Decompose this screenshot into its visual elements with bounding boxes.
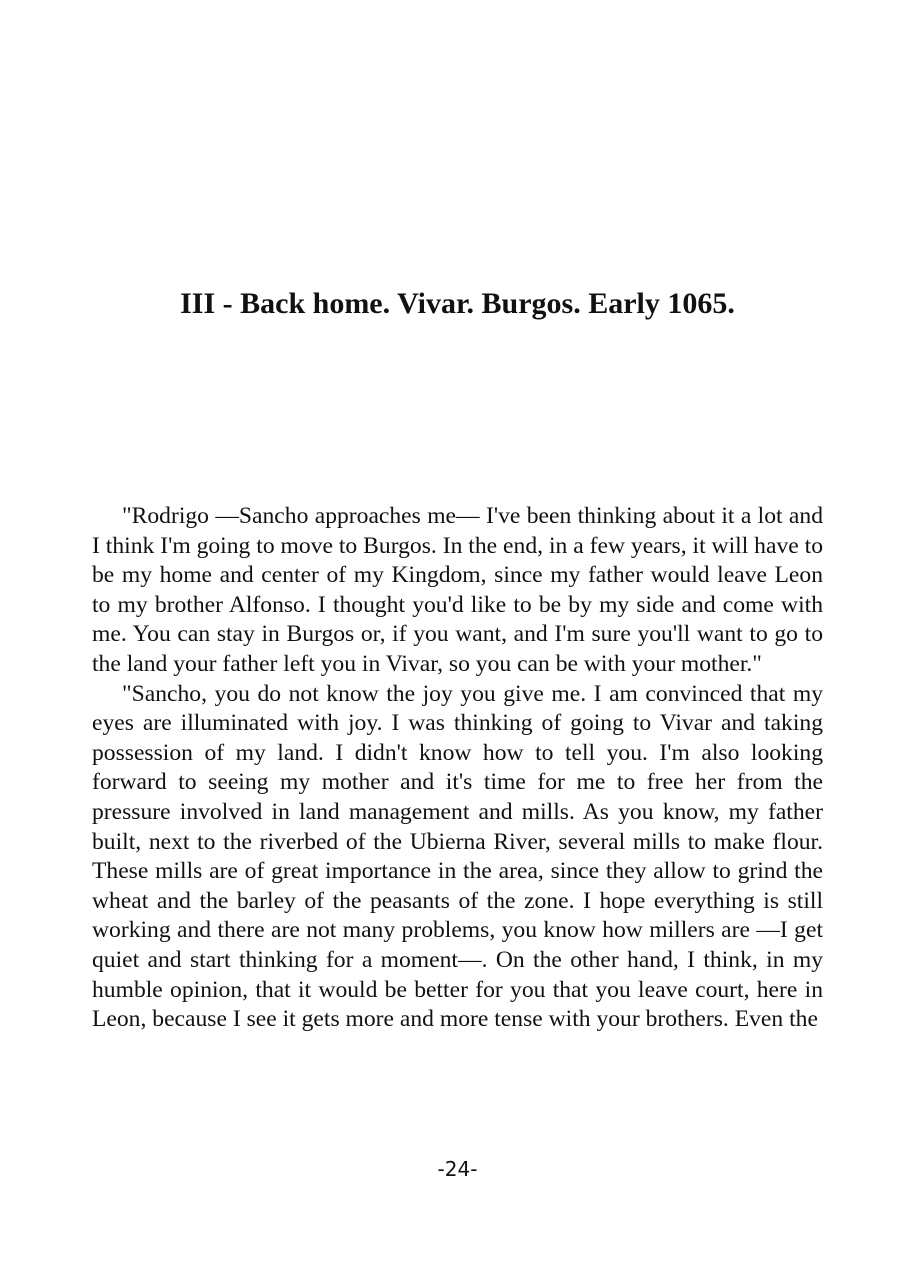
body-text: [92, 502, 823, 1035]
paragraph: "Rodrigo —Sancho approaches me— I've been thinking about it a lot and I think I'm going to move to Burgos. In the end, in a few years, it will have to be my home and center of my Kingdom, since my father would leave Leon to my brother Alfonso. I thought you'd like to be by my side and come with me. You can stay in Burgos or, if you want, and I'm sure you'll want to go to the land your father left you in Vivar, so you can be with your mother.": [92, 503, 823, 677]
paragraph: "Sancho, you do not know the joy you give me. I am convinced that my eyes are illuminated with joy. I was thinking of going to Vivar and taking possession of my land. I didn't know how to tell you. I'm also looking forward to seeing my mother and it's time for me to free her from the pressure involved in land management and mills. As you know, my father built, next to the riverbed of the Ubierna River, several mills to make flour. These mills are of great importance in the area, since they allow to grind the wheat and the barley of the peasants of the zone. I hope everything is still working and there are not many problems, you know how millers are —I get quiet and start thinking for a moment—. On the other hand, I think, in my humble opinion, that it would be better for you that you leave court, here in Leon, because I see it gets more and more tense with your brothers. Even the: [92, 680, 823, 1033]
chapter-title: III - Back home. Vivar. Burgos. Early 1065.: [180, 287, 735, 320]
page-number: -24-: [437, 1157, 478, 1181]
